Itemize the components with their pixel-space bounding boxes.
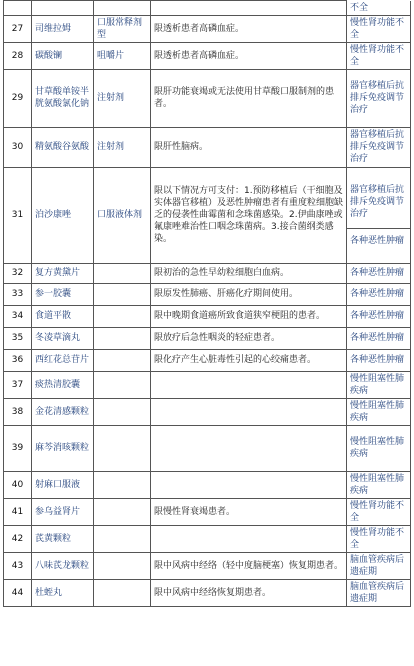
table-row xyxy=(4,305,411,327)
cell-payment-limit xyxy=(151,525,347,552)
cell-category: 器官移植后抗排斥免疫调节治疗 xyxy=(347,69,411,127)
cell-drug-name: 复方黄黛片 xyxy=(32,263,94,283)
cell-payment-limit xyxy=(151,471,347,498)
cell-number: 43 xyxy=(4,552,32,579)
category-primary: 器官移植后抗排斥免疫调节治疗 xyxy=(347,184,410,229)
table-row xyxy=(4,471,411,498)
cell-drug-name: 食道平散 xyxy=(32,305,94,327)
cell-number: 32 xyxy=(4,263,32,283)
table-row xyxy=(4,42,411,69)
cell-category: 脑血管疾病后遗症期 xyxy=(347,552,411,579)
cell-payment-limit: 限原发性肺癌、肝癌化疗期间使用。 xyxy=(151,283,347,305)
cell-dosage-form xyxy=(94,349,151,371)
cell-payment-limit: 限肝功能衰竭或无法使用甘草酸口服制剂的患者。 xyxy=(151,69,347,127)
cell-payment-limit: 限肝性脑病。 xyxy=(151,127,347,167)
category-secondary: 各种恶性肿瘤 xyxy=(350,235,405,246)
cell-number: 44 xyxy=(4,579,32,606)
cell-number: 29 xyxy=(4,69,32,127)
cell-dosage-form: 咀嚼片 xyxy=(94,42,151,69)
table-row xyxy=(4,371,411,398)
cell-dosage-form: 口服液体剂 xyxy=(94,167,151,263)
table-row xyxy=(4,398,411,425)
table-row xyxy=(4,525,411,552)
cell-category: 慢性肾功能不全 xyxy=(347,42,411,69)
table-row xyxy=(4,349,411,371)
cell-drug-name: 八味芪龙颗粒 xyxy=(32,552,94,579)
cell-dosage-form xyxy=(94,579,151,606)
cell-number: 38 xyxy=(4,398,32,425)
cell-category: 各种恶性肿瘤 xyxy=(347,263,411,283)
cell-payment-limit: 限透析患者高磷血症。 xyxy=(151,15,347,42)
cell-drug-name: 司维拉姆 xyxy=(32,15,94,42)
cell-dosage-form xyxy=(94,471,151,498)
cell-dosage-form xyxy=(94,498,151,525)
table-row xyxy=(4,579,411,606)
cell-drug-name: 杜蛭丸 xyxy=(32,579,94,606)
table-row xyxy=(4,498,411,525)
cell-empty xyxy=(4,1,32,16)
cell-category: 各种恶性肿瘤 xyxy=(347,283,411,305)
cell-drug-name: 冬凌草滴丸 xyxy=(32,327,94,349)
cell-category: 不全 xyxy=(347,1,411,16)
cell-payment-limit: 限中晚期食道癌所致食道狭窄梗阻的患者。 xyxy=(151,305,347,327)
cell-category: 各种恶性肿瘤 xyxy=(347,349,411,371)
cell-number: 35 xyxy=(4,327,32,349)
cell-payment-limit xyxy=(151,371,347,398)
cell-dosage-form xyxy=(94,552,151,579)
cell-payment-limit: 限以下情况方可支付：1.预防移植后（干细胞及实体器官移植）及恶性肿瘤患者有重度粒细胞缺乏的侵袭性曲霉菌和念珠菌感染。2.伊曲康唑或氟康唑难治性口咽念珠菌病。3.接合菌纲类感染。 xyxy=(151,167,347,263)
cell-category: 慢性肾功能不全 xyxy=(347,525,411,552)
cell-category: 慢性阻塞性肺疾病 xyxy=(347,398,411,425)
cell-drug-name: 参乌益肾片 xyxy=(32,498,94,525)
cell-dosage-form xyxy=(94,283,151,305)
cell-category: 各种恶性肿瘤 xyxy=(347,305,411,327)
cell-number: 36 xyxy=(4,349,32,371)
cell-number: 39 xyxy=(4,425,32,471)
table-row xyxy=(4,15,411,42)
cell-category: 慢性阻塞性肺疾病 xyxy=(347,371,411,398)
cell-category: 各种恶性肿瘤 xyxy=(347,327,411,349)
table-row xyxy=(4,327,411,349)
cell-payment-limit: 限中风病中经络恢复期患者。 xyxy=(151,579,347,606)
table-body xyxy=(4,1,411,607)
cell-payment-limit: 限化疗产生心脏毒性引起的心绞痛患者。 xyxy=(151,349,347,371)
cell-drug-name: 金花清感颗粒 xyxy=(32,398,94,425)
table-row xyxy=(4,127,411,167)
cell-empty xyxy=(151,1,347,16)
cell-payment-limit: 限初治的急性早幼粒细胞白血病。 xyxy=(151,263,347,283)
cell-dosage-form: 注射剂 xyxy=(94,69,151,127)
cell-payment-limit: 限中风病中经络（轻中度脑梗塞）恢复期患者。 xyxy=(151,552,347,579)
table-row xyxy=(4,263,411,283)
cell-number: 40 xyxy=(4,471,32,498)
cell-dosage-form: 口服常释剂型 xyxy=(94,15,151,42)
cell-category xyxy=(347,167,411,263)
table-row xyxy=(4,69,411,127)
cell-dosage-form xyxy=(94,398,151,425)
cell-empty xyxy=(94,1,151,16)
cell-number: 42 xyxy=(4,525,32,552)
table-row xyxy=(4,167,411,263)
cell-empty xyxy=(32,1,94,16)
cell-category: 慢性阻塞性肺疾病 xyxy=(347,471,411,498)
cell-dosage-form xyxy=(94,425,151,471)
cell-payment-limit: 限透析患者高磷血症。 xyxy=(151,42,347,69)
cell-payment-limit: 限放疗后急性咽炎的轻症患者。 xyxy=(151,327,347,349)
cell-number: 30 xyxy=(4,127,32,167)
cell-number: 37 xyxy=(4,371,32,398)
cell-dosage-form xyxy=(94,525,151,552)
cell-drug-name: 泊沙康唑 xyxy=(32,167,94,263)
cell-drug-name: 甘草酸单铵半胱氨酸氯化钠 xyxy=(32,69,94,127)
drug-limit-table xyxy=(3,0,411,607)
cell-drug-name: 芪黄颗粒 xyxy=(32,525,94,552)
cell-number: 41 xyxy=(4,498,32,525)
cell-number: 28 xyxy=(4,42,32,69)
cell-category: 脑血管疾病后遗症期 xyxy=(347,579,411,606)
table-row-continuation xyxy=(4,1,411,16)
cell-category: 慢性肾功能不全 xyxy=(347,498,411,525)
cell-dosage-form xyxy=(94,263,151,283)
cell-drug-name: 西红花总苷片 xyxy=(32,349,94,371)
cell-category: 器官移植后抗排斥免疫调节治疗 xyxy=(347,127,411,167)
cell-category: 慢性阻塞性肺疾病 xyxy=(347,425,411,471)
cell-drug-name: 麻芩消咳颗粒 xyxy=(32,425,94,471)
cell-dosage-form xyxy=(94,305,151,327)
cell-drug-name: 痰热清胶囊 xyxy=(32,371,94,398)
table-row xyxy=(4,552,411,579)
cell-drug-name: 参一胶囊 xyxy=(32,283,94,305)
cell-number: 33 xyxy=(4,283,32,305)
cell-payment-limit xyxy=(151,425,347,471)
cell-drug-name: 射麻口服液 xyxy=(32,471,94,498)
cell-dosage-form: 注射剂 xyxy=(94,127,151,167)
table-row xyxy=(4,283,411,305)
cell-number: 34 xyxy=(4,305,32,327)
cell-category: 慢性肾功能不全 xyxy=(347,15,411,42)
cell-drug-name: 碳酸镧 xyxy=(32,42,94,69)
cell-drug-name: 精氨酸谷氨酸 xyxy=(32,127,94,167)
cell-number: 27 xyxy=(4,15,32,42)
cell-payment-limit xyxy=(151,398,347,425)
cell-payment-limit: 限慢性肾衰竭患者。 xyxy=(151,498,347,525)
table-row xyxy=(4,425,411,471)
cell-dosage-form xyxy=(94,327,151,349)
cell-number: 31 xyxy=(4,167,32,263)
cell-dosage-form xyxy=(94,371,151,398)
